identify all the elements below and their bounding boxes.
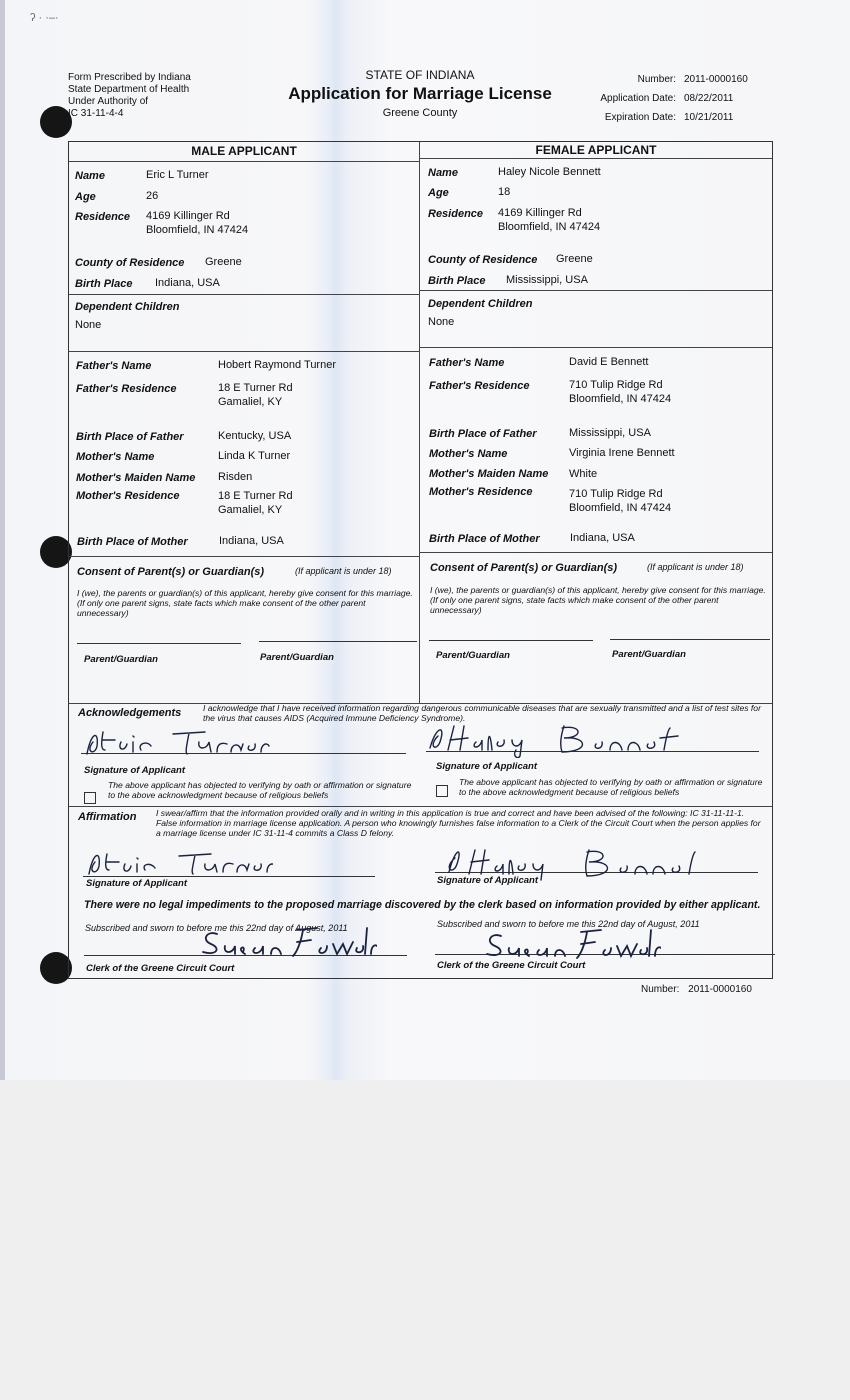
female-name-label: Name bbox=[428, 167, 458, 179]
female-dependents-label: Dependent Children bbox=[428, 298, 533, 310]
male-dependents-label: Dependent Children bbox=[75, 301, 180, 313]
female-clerk-label: Clerk of the Greene Circuit Court bbox=[437, 960, 586, 971]
male-ack-signature-icon bbox=[81, 724, 271, 760]
female-affirm-signature-icon bbox=[439, 842, 699, 882]
female-objection-checkbox[interactable] bbox=[436, 785, 448, 797]
female-mother-residence-line1: 710 Tulip Ridge Rd bbox=[569, 488, 663, 500]
female-father-residence-label: Father's Residence bbox=[429, 380, 530, 392]
male-mother-name: Linda K Turner bbox=[218, 450, 291, 462]
male-residence-line2: Bloomfield, IN 47424 bbox=[146, 224, 249, 236]
male-parent-sign-line[interactable] bbox=[259, 641, 417, 642]
male-parent-sign-line[interactable] bbox=[77, 643, 241, 644]
female-parent-guardian-label: Parent/Guardian bbox=[436, 650, 510, 661]
male-residence-label: Residence bbox=[75, 211, 131, 223]
divider bbox=[419, 347, 772, 348]
affirmation-title: Affirmation bbox=[78, 811, 137, 823]
male-father-name-label: Father's Name bbox=[76, 360, 152, 372]
prescribed-line: Form Prescribed by Indiana bbox=[68, 72, 191, 83]
female-mother-residence-label: Mother's Residence bbox=[429, 486, 533, 498]
male-father-residence-line2: Gamaliel, KY bbox=[218, 396, 283, 408]
female-objection-text: The above applicant has objected to verifying by oath or affirmation or signature to the above acknowledgment because of religious beliefs bbox=[459, 777, 763, 797]
prescribed-line: State Department of Health bbox=[68, 84, 190, 95]
male-applicant-header: MALE APPLICANT bbox=[191, 144, 297, 158]
female-father-name-label: Father's Name bbox=[429, 357, 505, 369]
prescribed-line: IC 31-11-4-4 bbox=[68, 108, 124, 119]
female-clerk-signature-icon bbox=[481, 926, 661, 966]
license-form bbox=[68, 141, 773, 979]
female-parent-guardian-label: Parent/Guardian bbox=[612, 649, 686, 660]
male-mother-residence-line2: Gamaliel, KY bbox=[218, 504, 283, 516]
male-clerk-label: Clerk of the Greene Circuit Court bbox=[86, 963, 235, 974]
female-father-birth: Mississippi, USA bbox=[569, 427, 651, 439]
female-mother-birth-label: Birth Place of Mother bbox=[429, 533, 540, 545]
female-parent-sign-line[interactable] bbox=[429, 640, 593, 641]
male-mother-name-label: Mother's Name bbox=[76, 451, 155, 463]
female-father-residence-line1: 710 Tulip Ridge Rd bbox=[569, 379, 663, 391]
header-meta-values bbox=[684, 70, 748, 127]
male-subscribed-text: Subscribed and sworn to before me this 22nd day of August, 2011 bbox=[85, 923, 348, 933]
document-title: Application for Marriage License bbox=[288, 84, 552, 103]
male-father-residence-line1: 18 E Turner Rd bbox=[218, 382, 293, 394]
male-mother-residence-label: Mother's Residence bbox=[76, 490, 180, 502]
male-mother-maiden-label: Mother's Maiden Name bbox=[76, 472, 196, 484]
impediments-statement: There were no legal impediments to the proposed marriage discovered by the clerk based on information provided by either applicant. bbox=[84, 899, 761, 911]
female-affirm-signature-label: Signature of Applicant bbox=[437, 875, 538, 886]
male-objection-checkbox[interactable] bbox=[84, 792, 96, 804]
male-birthplace: Indiana, USA bbox=[155, 277, 220, 289]
female-applicant-header: FEMALE APPLICANT bbox=[535, 143, 657, 157]
female-dependents: None bbox=[428, 316, 455, 328]
number-label: Number: bbox=[637, 74, 676, 85]
application-date-value: 08/22/2011 bbox=[684, 93, 734, 104]
male-mother-birth: Indiana, USA bbox=[219, 535, 284, 547]
male-affirm-signature-label: Signature of Applicant bbox=[86, 878, 187, 889]
male-dependents: None bbox=[75, 319, 102, 331]
number-value: 2011-0000160 bbox=[684, 74, 748, 85]
male-affirm-signature-icon bbox=[83, 844, 273, 880]
female-residence-line2: Bloomfield, IN 47424 bbox=[498, 221, 601, 233]
female-mother-residence-line2: Bloomfield, IN 47424 bbox=[569, 502, 672, 514]
divider bbox=[69, 161, 419, 162]
male-mother-birth-label: Birth Place of Mother bbox=[77, 536, 188, 548]
acknowledgements-title: Acknowledgements bbox=[78, 707, 182, 719]
pencil-mark: ʔ · ·‒· bbox=[30, 12, 59, 24]
male-father-birth: Kentucky, USA bbox=[218, 430, 292, 442]
female-age: 18 bbox=[498, 186, 511, 198]
male-clerk-signature-icon bbox=[197, 924, 377, 958]
female-father-name: David E Bennett bbox=[569, 356, 649, 368]
female-consent-label: Consent of Parent(s) or Guardian(s) bbox=[430, 562, 618, 574]
female-age-label: Age bbox=[428, 187, 449, 199]
divider bbox=[69, 556, 419, 557]
female-parent-sign-line[interactable] bbox=[610, 639, 770, 640]
female-consent-note: (If applicant is under 18) bbox=[647, 562, 744, 572]
male-consent-label: Consent of Parent(s) or Guardian(s) bbox=[77, 566, 265, 578]
male-age-label: Age bbox=[75, 191, 96, 203]
county-heading: Greene County bbox=[382, 107, 458, 119]
female-father-residence-line2: Bloomfield, IN 47424 bbox=[569, 393, 672, 405]
female-birthplace: Mississippi, USA bbox=[506, 274, 588, 286]
female-county-label: County of Residence bbox=[428, 254, 538, 266]
female-mother-maiden: White bbox=[569, 468, 598, 480]
male-parent-guardian-label: Parent/Guardian bbox=[84, 654, 158, 665]
expiration-date-label: Expiration Date: bbox=[604, 112, 676, 123]
divider bbox=[69, 294, 419, 295]
male-objection-text: The above applicant has objected to verifying by oath or affirmation or signature to the above acknowledgment because of religious beliefs bbox=[108, 780, 412, 800]
female-mother-birth: Indiana, USA bbox=[570, 532, 635, 544]
male-county: Greene bbox=[205, 256, 242, 268]
male-name: Eric L Turner bbox=[146, 169, 209, 181]
acknowledgements-text: I acknowledge that I have received information regarding dangerous communicable diseases that are sexually transmitted and a list of test sites for the virus that causes AIDS (Acquired Immune Deficiency Syndrome). bbox=[203, 703, 761, 723]
male-mother-residence-line1: 18 E Turner Rd bbox=[218, 490, 293, 502]
application-date-label: Application Date: bbox=[600, 93, 676, 104]
footer-number-value: 2011-0000160 bbox=[688, 984, 752, 995]
male-residence-line1: 4169 Killinger Rd bbox=[146, 210, 230, 222]
female-ack-signature-icon bbox=[424, 720, 684, 758]
footer-number bbox=[641, 984, 752, 995]
female-ack-signature-label: Signature of Applicant bbox=[436, 761, 537, 772]
male-parent-guardian-label: Parent/Guardian bbox=[260, 652, 334, 663]
column-divider bbox=[419, 142, 420, 704]
male-birthplace-label: Birth Place bbox=[75, 278, 133, 290]
female-father-birth-label: Birth Place of Father bbox=[429, 428, 537, 440]
prescribed-line: Under Authority of bbox=[68, 96, 149, 107]
male-age: 26 bbox=[146, 190, 159, 202]
divider bbox=[419, 158, 772, 159]
female-mother-maiden-label: Mother's Maiden Name bbox=[429, 468, 549, 480]
female-residence-line1: 4169 Killinger Rd bbox=[498, 207, 582, 219]
female-birthplace-label: Birth Place bbox=[428, 275, 486, 287]
divider bbox=[69, 806, 772, 807]
male-ack-signature-label: Signature of Applicant bbox=[84, 765, 185, 776]
male-name-label: Name bbox=[75, 170, 105, 182]
male-consent-text: I (we), the parents or guardian(s) of this applicant, hereby give consent for this marriage. (If only one parent signs, state facts which make consent of the other parent unnecessary) bbox=[77, 588, 413, 618]
title-block bbox=[260, 68, 580, 119]
female-mother-name-label: Mother's Name bbox=[429, 448, 508, 460]
expiration-date-value: 10/21/2011 bbox=[684, 112, 734, 123]
female-consent-text: I (we), the parents or guardian(s) of this applicant, hereby give consent for this marriage. (If only one parent signs, state facts which make consent of the other parent unnecessary) bbox=[430, 585, 766, 615]
form-prescribed-block bbox=[68, 72, 191, 120]
male-mother-maiden: Risden bbox=[218, 471, 253, 483]
divider bbox=[419, 552, 772, 553]
state-heading: STATE OF INDIANA bbox=[365, 68, 475, 82]
male-father-residence-label: Father's Residence bbox=[76, 383, 177, 395]
female-county: Greene bbox=[556, 253, 593, 265]
female-mother-name: Virginia Irene Bennett bbox=[569, 447, 675, 459]
female-name: Haley Nicole Bennett bbox=[498, 166, 601, 178]
male-consent-note: (If applicant is under 18) bbox=[295, 566, 392, 576]
divider bbox=[69, 351, 419, 352]
male-father-birth-label: Birth Place of Father bbox=[76, 431, 184, 443]
male-county-label: County of Residence bbox=[75, 257, 185, 269]
divider bbox=[419, 290, 772, 291]
female-subscribed-text: Subscribed and sworn to before me this 22nd day of August, 2011 bbox=[437, 919, 700, 929]
female-residence-label: Residence bbox=[428, 208, 484, 220]
header-meta-labels bbox=[560, 70, 676, 127]
footer-number-label: Number: bbox=[641, 984, 680, 995]
male-father-name: Hobert Raymond Turner bbox=[218, 359, 336, 371]
affirmation-text: I swear/affirm that the information provided orally and in writing in this application is true and correct and have been advised of the following: IC 31-11-11-1. False information in marriage license application. A person who knowingly furnishes false information to a Clerk of the Circuit Court when the person applies for a marriage license under IC 31-11-4 commits a Class D felony. bbox=[156, 808, 761, 838]
